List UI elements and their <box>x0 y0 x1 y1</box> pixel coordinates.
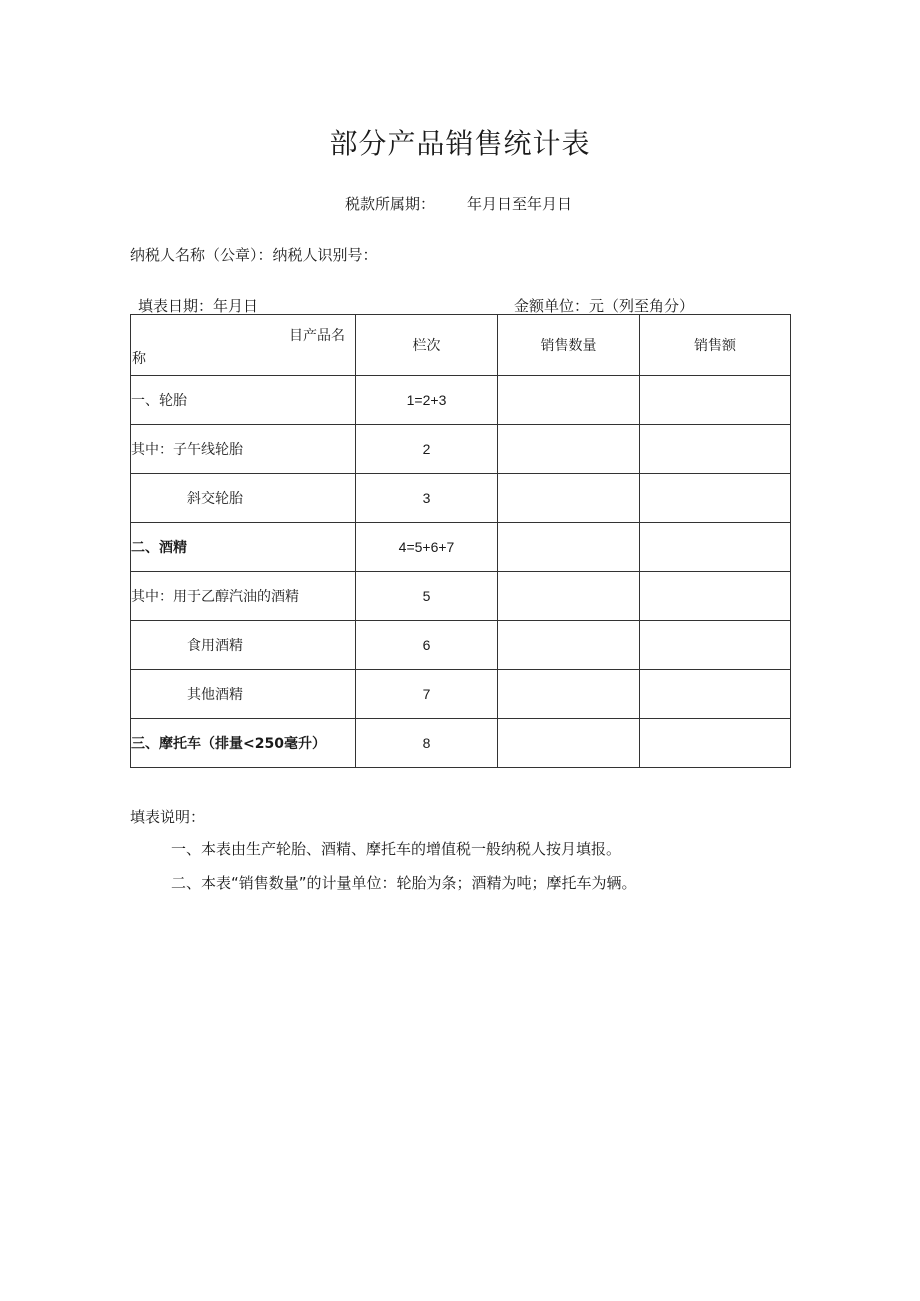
row-column-no: 3 <box>356 474 498 523</box>
row-amount-cell[interactable] <box>640 523 791 572</box>
row-column-no: 6 <box>356 621 498 670</box>
row-column-no: 2 <box>356 425 498 474</box>
row-column-no: 7 <box>356 670 498 719</box>
row-amount-cell[interactable] <box>640 572 791 621</box>
row-column-no: 8 <box>356 719 498 768</box>
taxpayer-info-line: 纳税人名称（公章）：纳税人识别号： <box>130 246 378 264</box>
table-row <box>131 523 791 572</box>
row-amount-cell[interactable] <box>640 621 791 670</box>
table-row <box>131 474 791 523</box>
row-amount-cell[interactable] <box>640 425 791 474</box>
row-name: 二、酒精 <box>131 523 356 572</box>
row-name: 其中：用于乙醇汽油的酒精 <box>131 572 356 621</box>
header-product-name-bottom: 称 <box>132 351 146 367</box>
row-name: 三、摩托车（排量<250毫升） <box>131 719 356 768</box>
row-column-no: 1=2+3 <box>356 376 498 425</box>
table-header-row <box>131 315 791 376</box>
row-amount-cell[interactable] <box>640 376 791 425</box>
row-name: 斜交轮胎 <box>131 474 356 523</box>
tax-period-value: 年月日至年月日 <box>467 195 573 213</box>
table-row <box>131 572 791 621</box>
row-amount-cell[interactable] <box>640 719 791 768</box>
row-amount-cell[interactable] <box>640 474 791 523</box>
note-item: 二、本表“销售数量”的计量单位：轮胎为条；酒精为吨；摩托车为辆。 <box>171 874 637 892</box>
row-name: 一、轮胎 <box>131 376 356 425</box>
row-qty-cell[interactable] <box>498 376 640 425</box>
page-title: 部分产品销售统计表 <box>329 127 591 160</box>
row-qty-cell[interactable] <box>498 670 640 719</box>
amount-unit: 金额单位：元（列至角分） <box>514 297 695 315</box>
note-item: 一、本表由生产轮胎、酒精、摩托车的增值税一般纳税人按月填报。 <box>171 840 622 858</box>
row-column-no: 4=5+6+7 <box>356 523 498 572</box>
header-sales-quantity: 销售数量 <box>498 315 640 376</box>
table-row <box>131 719 791 768</box>
row-qty-cell[interactable] <box>498 523 640 572</box>
table-row <box>131 670 791 719</box>
row-name: 其中：子午线轮胎 <box>131 425 356 474</box>
row-qty-cell[interactable] <box>498 572 640 621</box>
header-product-name-top: 目产品名 <box>289 328 345 344</box>
row-column-no: 5 <box>356 572 498 621</box>
row-name: 食用酒精 <box>131 621 356 670</box>
notes-title: 填表说明： <box>130 808 206 826</box>
row-amount-cell[interactable] <box>640 670 791 719</box>
table-row <box>131 376 791 425</box>
row-qty-cell[interactable] <box>498 719 640 768</box>
header-column-no: 栏次 <box>356 315 498 376</box>
row-qty-cell[interactable] <box>498 425 640 474</box>
header-product-name <box>131 315 356 376</box>
row-name: 其他酒精 <box>131 670 356 719</box>
row-qty-cell[interactable] <box>498 474 640 523</box>
fill-date: 填表日期：年月日 <box>138 297 259 315</box>
sales-statistics-table <box>130 314 791 768</box>
header-sales-amount: 销售额 <box>640 315 791 376</box>
table-row <box>131 425 791 474</box>
row-qty-cell[interactable] <box>498 621 640 670</box>
table-row <box>131 621 791 670</box>
tax-period-label: 税款所属期： <box>345 195 436 213</box>
